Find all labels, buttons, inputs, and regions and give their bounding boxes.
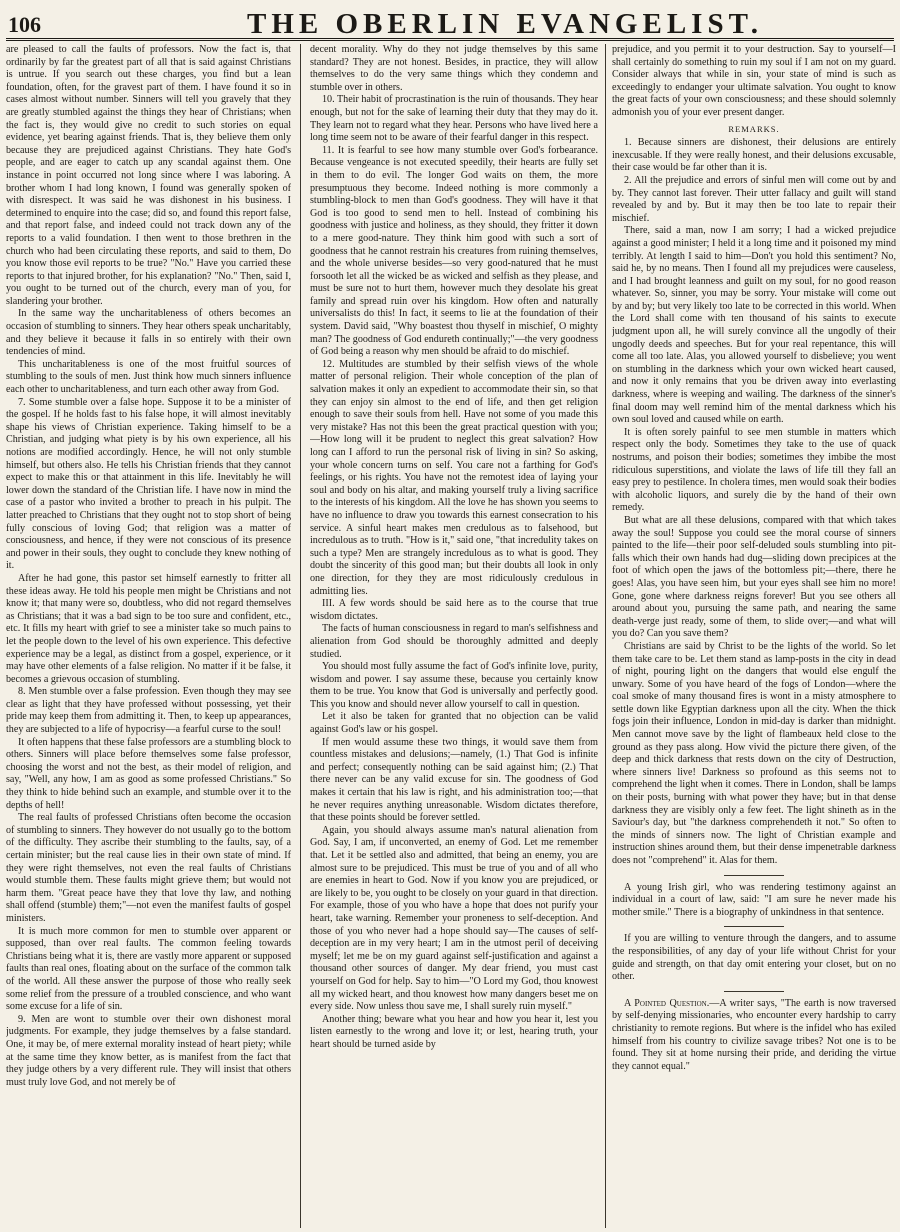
column-rule: [605, 44, 606, 1228]
page-number: 106: [8, 12, 41, 37]
column-middle: [310, 44, 598, 1228]
paragraph: 2. All the prejudice and errors of sinful men will come out by and by. They cannot last forever. Their utter fallacy and guilt will stand revealed by and by. But it may then be too late to repair their mischief.: [612, 174, 896, 224]
paragraph: After he had gone, this pastor set himself earnestly to fritter all these ideas away. He told his people men might be Christians and not know it; that many were so, doubtless, who did not regard themselves as Christians; that it was a bad sign to be too sure and confident, etc., etc. It fills my heart with grief to see a minister take so much pains to let the people down to the level of his own experience. This defective experience may be a legal, as distinct from a gospel, experience, or it may have other elements of a false religion. No matter if it be false, it becomes a grievous occasion of stumbling.: [6, 572, 291, 685]
pointed-question-label: A Pointed Question.: [624, 997, 710, 1009]
paragraph: You should most fully assume the fact of God's infinite love, purity, wisdom and power. I say assume these, because you certainly know them to be true. You know that God is universally and perfectly good. This you know and should never allow yourself to call in question.: [310, 661, 598, 710]
paragraph: III. A few words should be said here as to the course that true wisdom dictates.: [310, 598, 598, 622]
separator: [724, 875, 784, 876]
paragraph: decent morality. Why do they not judge themselves by this same standard? They are not honest. Besides, in practice, they will allow themselves to do the very same things which they condemn and stumble over in others.: [310, 44, 598, 93]
news-item-irish-girl: A young Irish girl, who was rendering testimony against an individual in a court of law, said: "I am sure he never made his mother smile." There is a biography of unkindness in that sentence.: [612, 881, 896, 918]
pointed-question-text: —A writer says, "The earth is now traversed by self-denying missionaries, who encounter every hardship to carry christianity to remote regions. But where is the infidel who has exiled himself from his country to civilize savage tribes? Not one is to be found. They sit at home nursing their pride, and deriding the virtue they cannot equal.": [612, 997, 896, 1072]
paragraph: The facts of human consciousness in regard to man's selfishness and alienation from God should be thoroughly admitted and deeply studied.: [310, 623, 598, 660]
paragraph: 7. Some stumble over a false hope. Suppose it to be a minister of the gospel. If he holds fast to his false hope, it will almost inevitably shape his views of Christian experience. Taking himself to be a Christian, and judging what piety is by his own experience, all his notions are modified accordingly. Hence, he will not only stumble himself, but others also. He tells his Christian friends that they cannot expect to make this or that attainment in this life. Inevitably he will lower down the standard of the Christian life. I have now in mind the case of a pastor who invited a brother to preach in his pulpit. The latter preached to Christians that they ought not to stop short of being fully conscious of loving God; that religion was a matter of consciousness, and hence, if they were not conscious of its presence and power in their souls, they ought to conclude they knew nothing of it.: [6, 396, 291, 572]
paragraph: Let it also be taken for granted that no objection can be valid against God's law or his gospel.: [310, 711, 598, 736]
paragraph: 10. Their habit of procrastination is the ruin of thousands. They hear enough, but not for the sake of learning their duty that they may do it. They learn not to regard what they hear. Persons who have lived here a long time seem not to be aware of their fearful danger in this respect.: [310, 94, 598, 144]
paragraph: But what are all these delusions, compared with that which takes away the soul! Suppose you could see the moral course of sinners painted to the life—their poor self-deluded souls stumbling into pit-falls which their own hands had dug—sliding down precipices at the foot of which open the jaws of the bottomless pit;—there, there he goes! Alas, you have seen him, but your eyes shall see him no more! Gone, gone where darkness reigns forever! But you see others all around about you, pursuing the same path, and nearing the same death-verge just ready, some of them, to slide over;—and what will you do? Can you save them?: [612, 514, 896, 640]
page-header: [6, 6, 894, 41]
paragraph: Christians are said by Christ to be the lights of the world. So let them take care to be. Let them stand as lamp-posts in the city in dead of night, pouring light on the dangers that would else engulf the unwary. Some of you have heard of the fogs of London—where the coal smoke of many thousand fires is wont in a misty atmosphere to settle down like Egyptian darkness upon all the city. When the thick fogs join their influence, London in mid-day is darker than midnight. Men cannot move save by the light of flambeaux held close to the ground as they pass along. How vivid the picture there given, of the deep and thick darkness that rests down on the city of Destruction, where sinners live! Darkness so profound as this seems not to comprehend the light when it comes. There in London, shall be lamps on their posts, burning with what power they have; but in that dense darkness they are visibly only a few feet. The light shineth as in the Saviour's day, but "the darkness comprehendeth it not." So often to the minds of sinners now. The light of Christian example and instruction shines around them, but their dense impenetrable darkness does not "comprehend" it. Alas for them.: [612, 640, 896, 866]
separator: [724, 991, 784, 992]
paragraph: It is much more common for men to stumble over apparent or supposed, than over real faults. The common feeling towards Christians being what it is, there are vastly more apparent or supposed faults than real ones, floating about on the surface of the common talk of the world. All these answer the purpose of those who really seek some relief from the pressure of a troubled conscience, and who want some excuse for a life of sin.: [6, 925, 291, 1013]
paragraph: It is often sorely painful to see men stumble in matters which respect only the body. Sometimes they take to the use of quack nostrums, and poison their bodies; sometimes they imbibe the most ridiculous superstitions, and violate the laws of life till they fall an easy prey to pestilence. In cholera times, men would soak their bodies with alcoholic liquors, and surely die by the hand of their own remedy.: [612, 426, 896, 514]
paragraph: prejudice, and you permit it to your destruction. Say to yourself—I shall certainly do something to ruin my soul if I am not on my guard. Consider always that while in sin, your state of mind is such as exceedingly to endanger your ultimate salvation. You ought to know the great facts of your own consciousness; and these should solemnly admonish you of your ever present danger.: [612, 44, 896, 118]
paragraph: If men would assume these two things, it would save them from countless mistakes and delusions;—namely, (1.) That God is infinite and perfect; consequently nothing can be said against him; (2.) That there never can be any valid excuse for sin. The goodness of God makes it certain that his law is right, and his administration too;—that he never requires anything unreasonable. Wisdom dictates therefore, that these points should be forever settled.: [310, 736, 598, 824]
paragraph: 1. Because sinners are dishonest, their delusions are entirely inexcusable. If they were really honest, and their delusions excusable, their case would be far other than it is.: [612, 137, 896, 174]
paragraph: are pleased to call the faults of professors. Now the fact is, that ordinarily by far the greatest part of all that is said against Christians is untrue. If you search out these charges, you find but a lean foundation, often, for the gravest part of them. I have found it so in cases almost without number. Sinners will tell you gravely that they are greatly stumbled against the things they hear of Christians; when the fact is, they would give no credit to such stories on equal evidence, yet bearing against friends. That is, they believe them only because they are prejudiced against Christians. They hate God's people, and are eager to catch up any scandal against them. One instance in point occurred not long since where I was laboring. A brother whom I had long known, I found was generally spoken of with disrespect. It was said he was dishonest in his business. I determined to enquire into the case; did so, and found this report false, and that report false, and indeed could not track down any of the reports to a valid foundation. I then went to those brethren in the church who had been circulating these reports, and said to them, Do you know those evil reports to be true? "No." Have you carried these reports to that injured brother, for his explanation? "No." Then, said I, you ought to be turned out of the church, every man of you, for slandering your brother.: [6, 44, 291, 307]
paragraph: 9. Men are wont to stumble over their own dishonest moral judgments. For example, they judge themselves by a false standard. One, it may be, of mere external morality instead of heart piety; while at the same time they know better, as is manifest from the fact that they judge others by a very different rule. They will insist that others must truly love God, and not merely be of: [6, 1013, 291, 1088]
masthead-title: THE OBERLIN EVANGELIST.: [246, 8, 764, 40]
paragraph: In the same way the uncharitableness of others becomes an occasion of stumbling to sinners. They hear others speak uncharitably, and they believe it because it falls in so entirely with their own tendencies of mind.: [6, 308, 291, 358]
column-right: [612, 44, 896, 1228]
column-left: [6, 44, 291, 1228]
paragraph: It often happens that these false professors are a stumbling block to others. Sinners will place before themselves some false professor, choosing the worst and not the best, as their model of religion, and say, "Well, any how, I am as good as some professed Christians." So they think to hide behind such an example, and stumble over it to the depths of hell!: [6, 736, 291, 811]
news-item-venture: If you are willing to venture through the dangers, and to assume the responsibilities, of any day of your life without Christ for your guide and strength, on that day omit entering your closet, but on no other.: [612, 933, 896, 983]
paragraph: 12. Multitudes are stumbled by their selfish views of the whole matter of personal religion. Their whole conception of the plan of salvation makes it only an expedient to accommodate their sin, so that they can enjoy sin almost to the end of life, and then get religion enough to save their souls from hell. Have not some of you made this very mistake? Has not this been the great practical question with you;—How long will it be prudent to neglect this great salvation? How long can I afford to run the personal risk of living in sin? So asking, your whole concern turns on self. You care not a farthing for God's feelings, or his rights. You have not the remotest idea of laying your soul and body on his altar, and making yourself truly a living sacrifice to the interests of his kingdom. All the love he has shown you seems to have no influence to draw you towards this earnest consecration to his service. A sinful heart makes men credulous as to falsehood, but incredulous as to truth. "How is it," said one, "that incredulity takes on such a type? Men are strangely incredulous as to what is good. They doubt the sincerity of this good man; but their doubts all look in only one direction, for they they are most ridiculously credulous in admitting lies.: [310, 358, 598, 597]
paragraph: This uncharitableness is one of the most fruitful sources of stumbling to the souls of men. Just think how much sinners influence each other to uncharitableness, and turn each other away from God.: [6, 358, 291, 396]
paragraph: Another thing; beware what you hear and how you hear it, lest you listen earnestly to the wrong and love it; or lest, hearing truth, your heart should be turned aside by: [310, 1013, 598, 1050]
paragraph: There, said a man, now I am sorry; I had a wicked prejudice against a good minister; I held it a long time and it poisoned my mind terribly. At length I said to him—Don't you hold this sentiment? No, said he, by no means. Then I found all my prejudices were causeless, and I had brought leanness and guilt on my soul, for no good reason whatever. So, sinner, you may be sorry. Your mistake will come out by and by; but very likely too late to be corrected in this world. When the Lord shall come with ten thousand of his saints to execute judgment upon all, he will surely convince all the ungodly of their ungodly deeds and speeches. But for your real repentance, this will come all too late. Alas, you allowed yourself to disbelieve; you went on stumbling in the darkness which your own wicked heart caused, and now it only remains that you be driven away into everlasting darkness, where is weeping and wailing. The darkness of the sinner's final doom may well remind him of the mental darkness which his own soul loved and caused while on earth.: [612, 225, 896, 426]
remarks-heading: REMARKS.: [728, 123, 780, 134]
paragraph: Again, you should always assume man's natural alienation from God. Say, I am, if unconverted, an enemy of God. Let me remember that. Let it be settled also and admitted, that being an enemy, you are almost sure to be prejudiced. This must be true of you and of all who are enemies in heart to God. Now if you know you are prejudiced, or are likely to be, you ought to be closely on your guard in that direction. For example, those of you who have a hope that does not purify your heart, take warning. Remember your proneness to self-deception. And those of you who never had a hope should say—The causes of self-deception are in my very heart; I am in the utmost peril of deceiving myself; let me be on my guard against self-justification and against a thousand other sources of danger. My dear friend, you must cast yourself on God for help. Say to him—"O Lord my God, thou knowest all my wicked heart, and thou knowest how many dangers beset me on every side. Now unless thou save me, I shall surely ruin myself.": [310, 824, 598, 1013]
paragraph: 8. Men stumble over a false profession. Even though they may see clear as light that they have professed without possessing, yet their pride may keep them from admitting it. Then, to keep up appearances, they are subjected to a life of hypocrisy—a fearful curse to the soul!: [6, 686, 291, 736]
news-item-pointed-question: [612, 998, 896, 1074]
separator: [724, 926, 784, 927]
paragraph: The real faults of professed Christians often become the occasion of stumbling to sinners. They however do not usually go to the bottom of the difficulty. They ascribe their stumbling to the faults, say, of a certain minister; but the real cause lies in their own state of mind. If they were right themselves, not even the real faults of Christians would stumble them. These faults might grieve them; but would not harm them. "Great peace have they that love thy law, and nothing shall offend (stumble) them;"—not even the manifest faults of gospel ministers.: [6, 812, 291, 924]
paragraph: 11. It is fearful to see how many stumble over God's forbearance. Because vengeance is not executed speedily, their hearts are fully set in them to do evil. The longer God waits on them, the more presumptuous they become. Indeed nothing is more commonly a stumbling-block to men than God's goodness. They will have it that God is too good to send men to hell. Instead of combining his goodness with justice and holiness, as they should, they fritter it down to a mere good-nature. They think him good with such a sort of goodness that he cannot restrain his creatures from ruining themselves, and the whole universe besides—so very good-natured that he must forsooth let all the wicked be as wicked and selfish as they please, and must be sure not to hurt them, however much they desolate his great family and spread ruin over his kingdom. How often and naturally universalists do this! In fact, it seems to lie at the foundation of their system. David said, "Why boastest thou thyself in mischief, O mighty man? The goodness of God endureth continually;"—the very goodness of God being a reason why men should be afraid to do mischief.: [310, 144, 598, 358]
column-rule: [300, 44, 301, 1228]
